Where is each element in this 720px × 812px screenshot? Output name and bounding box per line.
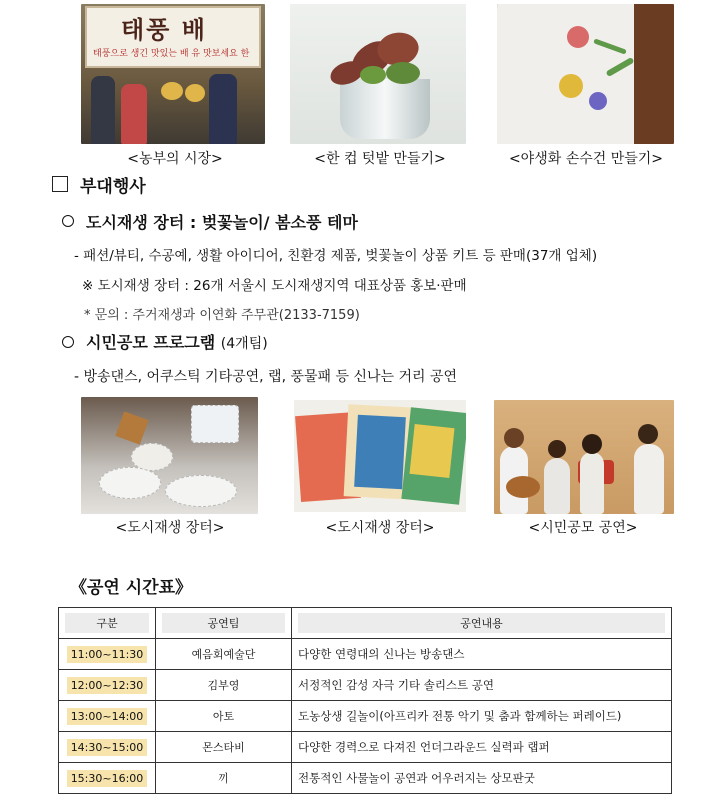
citizen-program-title: 시민공모 프로그램 xyxy=(86,333,216,352)
row-time: 11:00~11:30 xyxy=(59,639,156,670)
photo-farmers-market xyxy=(81,4,265,144)
photo-market-goods xyxy=(294,400,466,512)
row-team: 아토 xyxy=(156,701,292,732)
photo-wildflower-handkerchief xyxy=(497,4,674,144)
row-team: 예음회예술단 xyxy=(156,639,292,670)
row-content: 서정적인 감성 자극 기타 솔리스트 공연 xyxy=(292,670,672,701)
row-team: 몬스타비 xyxy=(156,732,292,763)
row-content: 전통적인 사물놀이 공연과 어우러지는 상모판굿 xyxy=(292,763,672,794)
caption-market-2: <도시재생 장터> xyxy=(325,520,435,536)
row-team: 끼 xyxy=(156,763,292,794)
table-row xyxy=(59,670,672,701)
row-content: 다양한 경력으로 다져진 언더그라운드 실력파 랩퍼 xyxy=(292,732,672,763)
caption-citizen-performance: <시민공모 공연> xyxy=(528,520,638,536)
market-note-line: ※ 도시재생 장터 : 26개 서울시 도시재생지역 대표상품 홍보·판매 xyxy=(82,278,467,294)
schedule-title: 《공연 시간표》 xyxy=(70,578,193,598)
citizen-program-line: - 방송댄스, 어쿠스틱 기타공연, 랩, 풍물패 등 신나는 거리 공연 xyxy=(74,369,458,385)
subsection-market-title: 도시재생 장터 : 벚꽃놀이/ 봄소풍 테마 xyxy=(86,213,358,232)
circle-bullet-icon xyxy=(62,336,74,348)
market-items-line: - 패션/뷰티, 수공예, 생활 아이디어, 친환경 제품, 벚꽃놀이 상품 키트 등 판매(37개 업체) xyxy=(74,248,598,264)
section-checkbox-icon xyxy=(52,176,68,192)
table-row xyxy=(59,763,672,794)
row-content: 다양한 연령대의 신나는 방송댄스 xyxy=(292,639,672,670)
table-row xyxy=(59,701,672,732)
section-title: 부대행사 xyxy=(80,177,146,197)
photo-citizen-performance xyxy=(494,400,674,514)
photo-cup-garden xyxy=(290,4,466,144)
header-content: 공연내용 xyxy=(292,608,672,639)
subsection-citizen-title xyxy=(86,330,268,353)
schedule-table xyxy=(58,607,672,794)
header-division: 구분 xyxy=(59,608,156,639)
row-content: 도농상생 길놀이(아프리카 전통 악기 및 춤과 함께하는 퍼레이드) xyxy=(292,701,672,732)
row-team: 김부영 xyxy=(156,670,292,701)
row-time: 15:30~16:00 xyxy=(59,763,156,794)
caption-farmers-market: <농부의 시장> xyxy=(127,151,223,167)
row-time: 14:30~15:00 xyxy=(59,732,156,763)
citizen-team-count: (4개팀) xyxy=(220,336,268,352)
table-row xyxy=(59,732,672,763)
header-team: 공연팀 xyxy=(156,608,292,639)
row-time: 13:00~14:00 xyxy=(59,701,156,732)
table-row xyxy=(59,639,672,670)
banner-text: 태풍 배 xyxy=(121,15,207,44)
caption-cup-garden: <한 컵 텃밭 만들기> xyxy=(314,151,446,167)
row-time: 12:00~12:30 xyxy=(59,670,156,701)
table-header-row xyxy=(59,608,672,639)
market-banner xyxy=(85,6,261,68)
contact-note: * 문의 : 주거재생과 이연화 주무관(2133-7159) xyxy=(84,308,360,323)
banner-subtext: 태풍으로 생긴 맛있는 배 유 맛보세요 한 xyxy=(93,49,250,59)
photo-market-crafts xyxy=(81,397,258,514)
circle-bullet-icon xyxy=(62,215,74,227)
caption-market-1: <도시재생 장터> xyxy=(115,520,225,536)
caption-wildflower-handkerchief: <야생화 손수건 만들기> xyxy=(508,151,664,167)
